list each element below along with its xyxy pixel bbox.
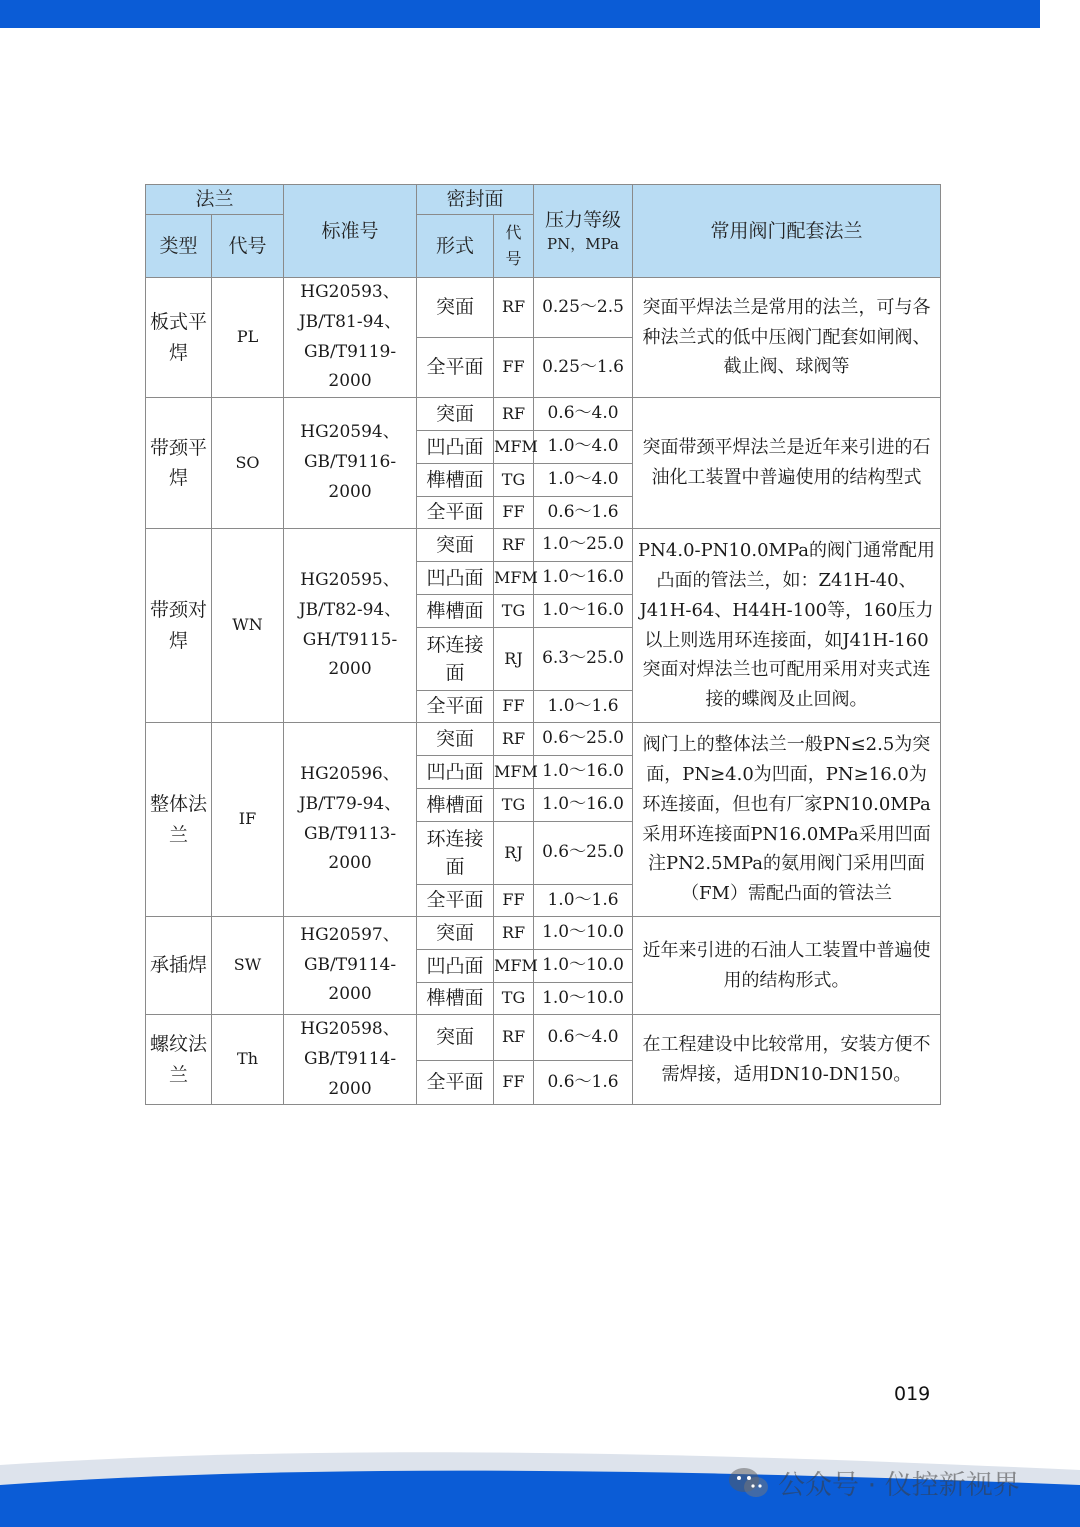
page-number: 019 bbox=[894, 1383, 931, 1405]
usage-note-cell: 阀门上的整体法兰一般PN≤2.5为突面，PN≥4.0为凹面，PN≥16.0为环连接面，但也有厂家PN10.0MPa采用环连接面PN16.0MPa采用凹面注PN2.5MPa的氨用阀门采用凹面（FM）需配凸面的管法兰 bbox=[633, 723, 941, 917]
table-row bbox=[146, 723, 941, 756]
seal-code-cell: FF bbox=[494, 1060, 534, 1104]
watermark-text: 公众号 · 仪控新视界 bbox=[778, 1470, 1020, 1501]
usage-note-cell: 在工程建设中比较常用，安装方便不需焊接，适用DN10-DN150。 bbox=[633, 1015, 941, 1105]
seal-code-cell: FF bbox=[494, 885, 534, 917]
header-flange: 法兰 bbox=[146, 185, 284, 215]
header-usage: 常用阀门配套法兰 bbox=[633, 185, 941, 278]
pressure-cell: 1.0～16.0 bbox=[534, 756, 633, 789]
flange-code-cell: WN bbox=[212, 529, 284, 723]
pressure-cell: 1.0～16.0 bbox=[534, 595, 633, 628]
usage-note-cell: 近年来引进的石油人工装置中普遍使用的结构形式。 bbox=[633, 917, 941, 1015]
standard-cell: HG20597、GB/T9114-2000 bbox=[284, 917, 417, 1015]
header-standard: 标准号 bbox=[284, 185, 417, 278]
header-pressure-unit: PN，MPa bbox=[547, 234, 619, 253]
seal-form-cell: 凹凸面 bbox=[417, 431, 494, 464]
pressure-cell: 0.6～4.0 bbox=[534, 1015, 633, 1061]
flange-type-cell: 螺纹法兰 bbox=[146, 1015, 212, 1105]
seal-code-cell: FF bbox=[494, 338, 534, 398]
seal-form-cell: 凹凸面 bbox=[417, 562, 494, 595]
seal-form-cell: 环连接面 bbox=[417, 822, 494, 885]
pressure-cell: 6.3～25.0 bbox=[534, 628, 633, 691]
pressure-cell: 0.6～25.0 bbox=[534, 723, 633, 756]
seal-form-cell: 全平面 bbox=[417, 338, 494, 398]
seal-code-cell: RF bbox=[494, 398, 534, 431]
header-seal-form: 形式 bbox=[417, 215, 494, 278]
standard-cell: HG20598、GB/T9114-2000 bbox=[284, 1015, 417, 1105]
watermark bbox=[728, 1463, 1020, 1502]
seal-form-cell: 榫槽面 bbox=[417, 983, 494, 1015]
table-row bbox=[146, 529, 941, 562]
flange-code-cell: IF bbox=[212, 723, 284, 917]
seal-form-cell: 突面 bbox=[417, 1015, 494, 1061]
seal-code-cell: MFM bbox=[494, 431, 534, 464]
flange-code-cell: SO bbox=[212, 398, 284, 529]
seal-form-cell: 环连接面 bbox=[417, 628, 494, 691]
seal-code-cell: TG bbox=[494, 983, 534, 1015]
pressure-cell: 1.0～4.0 bbox=[534, 431, 633, 464]
standard-cell: HG20595、JB/T82-94、GH/T9115-2000 bbox=[284, 529, 417, 723]
flange-type-cell: 板式平焊 bbox=[146, 278, 212, 398]
seal-code-cell: RJ bbox=[494, 822, 534, 885]
seal-code-cell: RF bbox=[494, 917, 534, 950]
seal-code-cell: MFM bbox=[494, 950, 534, 983]
seal-form-cell: 榫槽面 bbox=[417, 464, 494, 497]
flange-type-cell: 带颈对焊 bbox=[146, 529, 212, 723]
seal-code-cell: RF bbox=[494, 723, 534, 756]
seal-code-cell: TG bbox=[494, 464, 534, 497]
seal-form-cell: 全平面 bbox=[417, 691, 494, 723]
flange-type-cell: 承插焊 bbox=[146, 917, 212, 1015]
pressure-cell: 0.6～4.0 bbox=[534, 398, 633, 431]
seal-code-cell: FF bbox=[494, 691, 534, 723]
seal-form-cell: 突面 bbox=[417, 398, 494, 431]
flange-code-cell: PL bbox=[212, 278, 284, 398]
table-row bbox=[146, 398, 941, 431]
top-blue-band bbox=[0, 0, 1040, 28]
seal-form-cell: 全平面 bbox=[417, 497, 494, 529]
standard-cell: HG20594、GB/T9116-2000 bbox=[284, 398, 417, 529]
seal-form-cell: 突面 bbox=[417, 723, 494, 756]
seal-form-cell: 凹凸面 bbox=[417, 756, 494, 789]
header-type: 类型 bbox=[146, 215, 212, 278]
table-row bbox=[146, 1015, 941, 1061]
pressure-cell: 0.6～1.6 bbox=[534, 497, 633, 529]
seal-code-cell: FF bbox=[494, 497, 534, 529]
seal-form-cell: 凹凸面 bbox=[417, 950, 494, 983]
seal-form-cell: 全平面 bbox=[417, 1060, 494, 1104]
usage-note-cell: 突面带颈平焊法兰是近年来引进的石油化工装置中普遍使用的结构型式 bbox=[633, 398, 941, 529]
seal-form-cell: 榫槽面 bbox=[417, 595, 494, 628]
flange-table bbox=[145, 184, 941, 1105]
pressure-cell: 1.0～10.0 bbox=[534, 983, 633, 1015]
wechat-icon bbox=[728, 1466, 770, 1500]
usage-note-cell: 突面平焊法兰是常用的法兰，可与各种法兰式的低中压阀门配套如闸阀、截止阀、球阀等 bbox=[633, 278, 941, 398]
flange-type-cell: 带颈平焊 bbox=[146, 398, 212, 529]
flange-code-cell: Th bbox=[212, 1015, 284, 1105]
header-code: 代号 bbox=[212, 215, 284, 278]
standard-cell: HG20596、JB/T79-94、GB/T9113-2000 bbox=[284, 723, 417, 917]
pressure-cell: 1.0～10.0 bbox=[534, 950, 633, 983]
seal-form-cell: 突面 bbox=[417, 278, 494, 338]
standard-cell: HG20593、JB/T81-94、GB/T9119-2000 bbox=[284, 278, 417, 398]
seal-form-cell: 榫槽面 bbox=[417, 789, 494, 822]
seal-code-cell: RF bbox=[494, 278, 534, 338]
seal-code-cell: TG bbox=[494, 595, 534, 628]
pressure-cell: 0.6～25.0 bbox=[534, 822, 633, 885]
seal-code-cell: MFM bbox=[494, 756, 534, 789]
table-row bbox=[146, 278, 941, 338]
header-seal-face: 密封面 bbox=[417, 185, 534, 215]
header-seal-code: 代号 bbox=[494, 215, 534, 278]
header-pressure bbox=[534, 185, 633, 278]
usage-note-cell: PN4.0-PN10.0MPa的阀门通常配用凸面的管法兰，如：Z41H-40、J41H-64、H44H-100等，160压力以上则选用环连接面，如J41H-160突面对焊法兰也可配用采用对夹式连接的蝶阀及止回阀。 bbox=[633, 529, 941, 723]
pressure-cell: 1.0～4.0 bbox=[534, 464, 633, 497]
pressure-cell: 0.25～1.6 bbox=[534, 338, 633, 398]
seal-code-cell: TG bbox=[494, 789, 534, 822]
seal-code-cell: RF bbox=[494, 529, 534, 562]
flange-code-cell: SW bbox=[212, 917, 284, 1015]
pressure-cell: 1.0～1.6 bbox=[534, 885, 633, 917]
seal-form-cell: 突面 bbox=[417, 917, 494, 950]
seal-code-cell: RJ bbox=[494, 628, 534, 691]
seal-code-cell: RF bbox=[494, 1015, 534, 1061]
pressure-cell: 1.0～16.0 bbox=[534, 562, 633, 595]
flange-type-cell: 整体法兰 bbox=[146, 723, 212, 917]
pressure-cell: 1.0～1.6 bbox=[534, 691, 633, 723]
pressure-cell: 0.25～2.5 bbox=[534, 278, 633, 338]
seal-code-cell: MFM bbox=[494, 562, 534, 595]
table-body bbox=[146, 278, 941, 1105]
seal-form-cell: 全平面 bbox=[417, 885, 494, 917]
seal-form-cell: 突面 bbox=[417, 529, 494, 562]
header-pressure-title: 压力等级 bbox=[545, 209, 622, 232]
pressure-cell: 1.0～10.0 bbox=[534, 917, 633, 950]
pressure-cell: 1.0～16.0 bbox=[534, 789, 633, 822]
pressure-cell: 0.6～1.6 bbox=[534, 1060, 633, 1104]
pressure-cell: 1.0～25.0 bbox=[534, 529, 633, 562]
table-row bbox=[146, 917, 941, 950]
